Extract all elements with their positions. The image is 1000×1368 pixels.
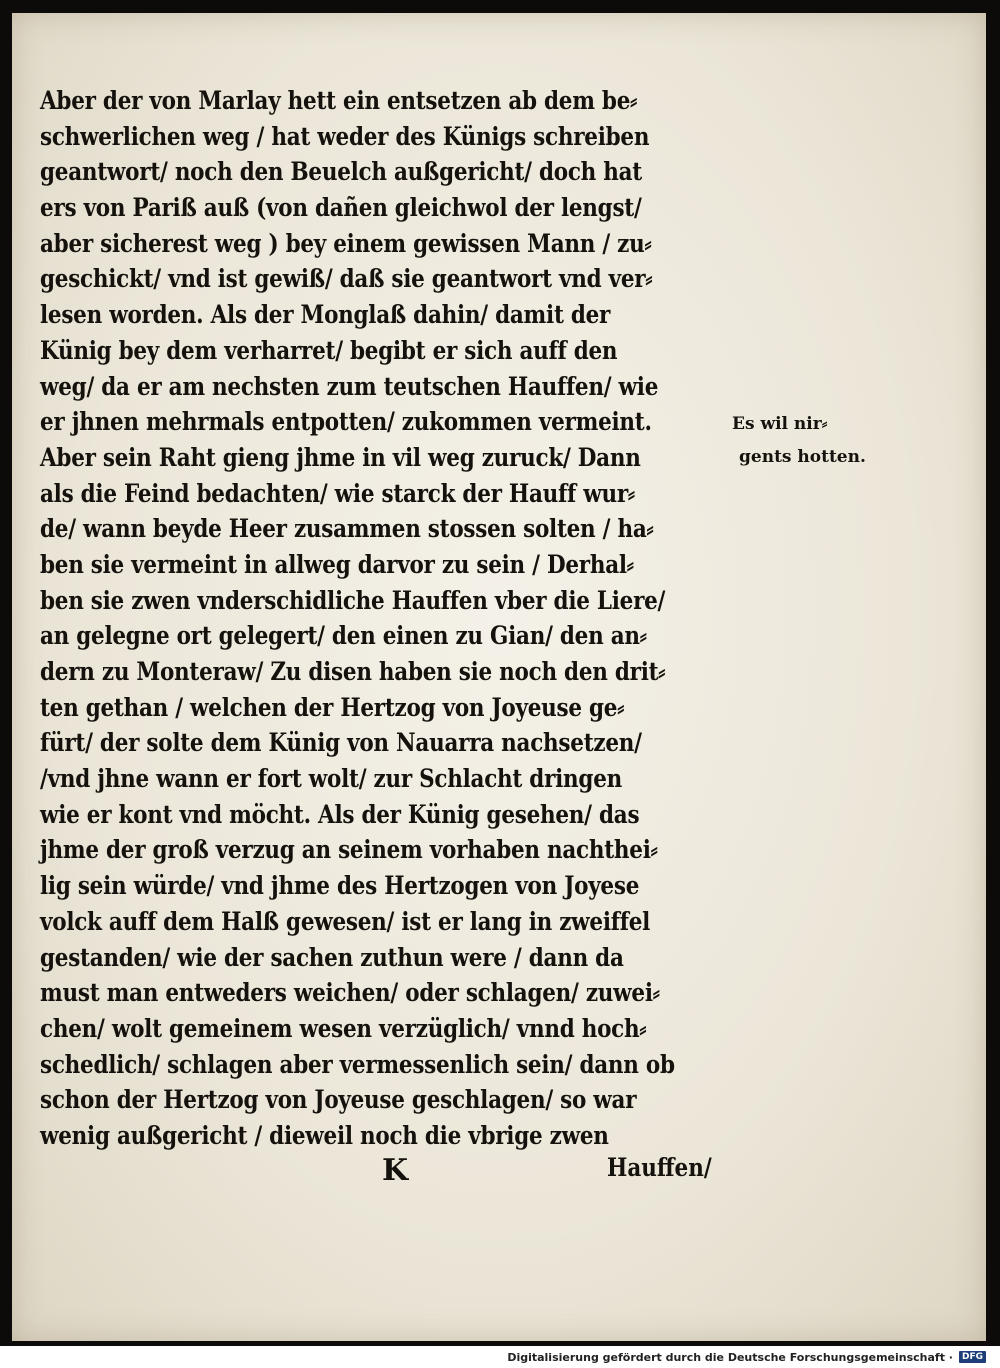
text-line: wenig außgericht / dieweil noch die vbrige zwen xyxy=(40,1120,609,1150)
text-line: volck auff dem Halß gewesen/ ist er lang in zweiffel xyxy=(40,906,651,936)
text-line: wie er kont vnd möcht. Als der Künig gesehen/ das xyxy=(40,799,640,829)
text-line: an gelegne ort gelegert/ den einen zu Gian/ den an⸗ xyxy=(40,621,647,651)
digitization-footer xyxy=(507,1348,986,1366)
signature-mark: K xyxy=(382,1153,409,1188)
text-line: er jhnen mehrmals entpotten/ zukommen vermeint. xyxy=(40,407,652,437)
text-line: Künig bey dem verharret/ begibt er sich auff den xyxy=(40,335,618,365)
text-line: chen/ wolt gemeinem wesen verzüglich/ vnnd hoch⸗ xyxy=(40,1013,647,1043)
text-line: lig sein würde/ vnd jhme des Hertzogen von Joyese xyxy=(40,871,640,901)
text-line: schwerlichen weg / hat weder des Künigs schreiben xyxy=(40,121,650,151)
text-line: weg/ da er am nechsten zum teutschen Hauffen/ wie xyxy=(40,371,659,401)
marginal-note-line: gents hotten. xyxy=(739,447,866,467)
text-line: de/ wann beyde Heer zusammen stossen solten / ha⸗ xyxy=(40,514,654,544)
text-line: geantwort/ noch den Beuelch außgericht/ doch hat xyxy=(40,157,642,187)
dfg-logo-icon: DFG xyxy=(959,1351,986,1363)
marginal-note-line: Es wil nir⸗ xyxy=(732,414,828,434)
marginal-note xyxy=(732,408,900,474)
catchword: Hauffen/ xyxy=(607,1153,712,1182)
text-line: jhme der groß verzug an seinem vorhaben nachthei⸗ xyxy=(40,835,658,865)
footer-credit: Digitalisierung gefördert durch die Deutsche Forschungsgemeinschaft · xyxy=(507,1350,953,1364)
text-line: /vnd jhne wann er fort wolt/ zur Schlacht dringen xyxy=(40,764,623,794)
text-line: gestanden/ wie der sachen zuthun were / dann da xyxy=(40,942,624,972)
text-line: ben sie vermeint in allweg darvor zu sein / Derhal⸗ xyxy=(40,549,634,579)
text-line: aber sicherest weg ) bey einem gewissen Mann / zu⸗ xyxy=(40,228,652,258)
text-line: lesen worden. Als der Monglaß dahin/ damit der xyxy=(40,300,611,330)
text-line: geschickt/ vnd ist gewiß/ daß sie geantwort vnd ver⸗ xyxy=(40,264,653,294)
text-line: Aber der von Marlay hett ein entsetzen ab dem be⸗ xyxy=(40,86,638,115)
text-line: als die Feind bedachten/ wie starck der Hauff wur⸗ xyxy=(40,478,635,508)
text-line: schedlich/ schlagen aber vermessenlich sein/ dann ob xyxy=(40,1049,675,1079)
text-line: schon der Hertzog von Joyeuse geschlagen/ so war xyxy=(40,1085,637,1115)
text-line: must man entweders weichen/ oder schlagen/ zuwei⸗ xyxy=(40,978,660,1008)
text-line: dern zu Monteraw/ Zu disen haben sie noch den drit⸗ xyxy=(40,657,666,686)
text-line: fürt/ der solte dem Künig von Nauarra nachsetzen/ xyxy=(40,728,642,758)
text-line: ers von Pariß auß (von dañen gleichwol der lengst/ xyxy=(40,193,642,223)
text-line: ten gethan / welchen der Hertzog von Joyeuse ge⸗ xyxy=(40,692,625,722)
body-text xyxy=(40,83,745,1154)
book-page xyxy=(12,13,986,1341)
text-line: ben sie zwen vnderschidliche Hauffen vber die Liere/ xyxy=(40,585,666,615)
text-line: Aber sein Raht gieng jhme in vil weg zuruck/ Dann xyxy=(40,442,641,472)
